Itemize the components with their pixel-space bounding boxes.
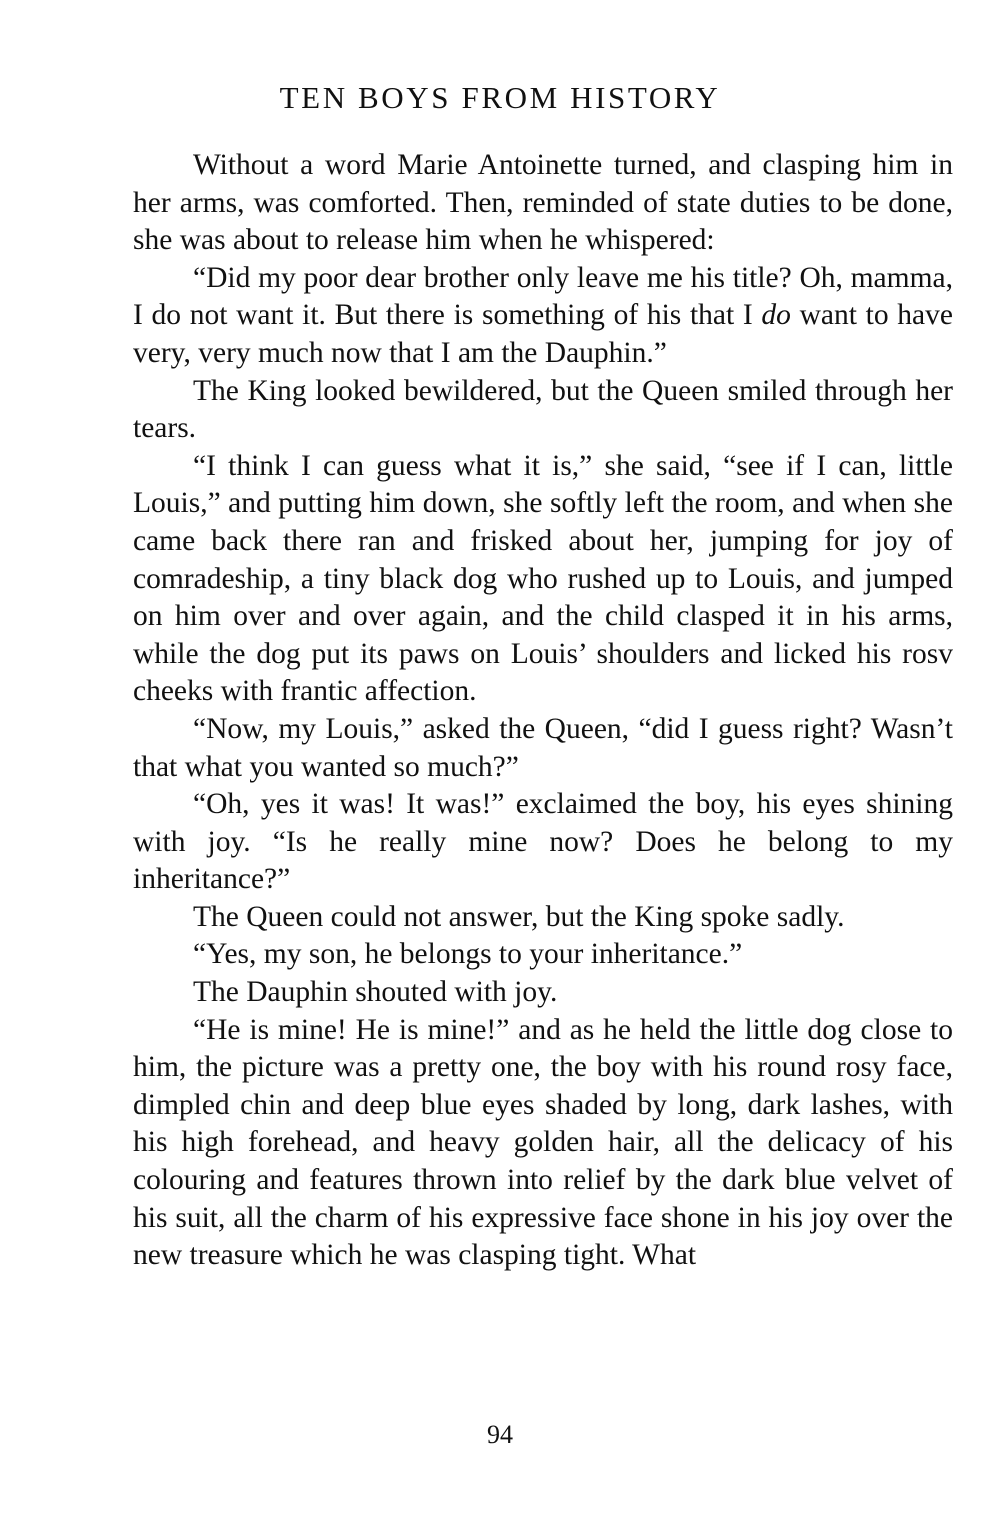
paragraph-4: “I think I can guess what it is,” she said, “see if I can, little Louis,” and putting him down, she softly left the room, and when she came back there ran and frisked about her, jumping for joy of comradeship, a tiny black dog who rushed up to Louis, and jumped on him over and over again, and the child clasped it in his arms, while the dog put its paws on Louis’ shoulders and licked his rosv cheeks with frantic affection. (133, 449, 953, 708)
running-head: TEN BOYS FROM HISTORY (279, 80, 721, 115)
paragraph-2-part-2: want to have very, very much now that I am the Dauphin.” (133, 299, 953, 369)
paragraph-8: “Yes, my son, he belongs to your inheritance.” (193, 938, 743, 971)
paragraph-6: “Oh, yes it was! It was!” exclaimed the boy, his eyes shining with joy. “Is he really mine now? Does he belong to my inheritance?” (133, 788, 953, 896)
paragraph-7: The Queen could not answer, but the King spoke sadly. (193, 900, 845, 933)
paragraph-10: “He is mine! He is mine!” and as he held the little dog close to him, the picture was a pretty one, the boy with his round rosy face, dimpled chin and deep blue eyes shaded by long, dark lashes, with his high forehead, and heavy golden hair, all the delicacy of his colouring and features thrown into relief by the dark blue velvet of his suit, all the charm of his expressive face shone in his joy over the new treasure which he was clasping tight. What (133, 1013, 953, 1272)
paragraph-1: Without a word Marie Antoinette turned, and clasping him in her arms, was comforted. Then, reminded of state duties to be done, she was about to release him when he whispered: (133, 149, 953, 257)
paragraph-2-emphasis: do (761, 299, 791, 332)
paragraph-2-part-1: “Did my poor dear brother only leave me his title? Oh, mamma, I do not want it. But there is something of his that I (133, 261, 953, 332)
paragraph-9: The Dauphin shouted with joy. (193, 976, 558, 1009)
paragraph-2 (133, 260, 953, 373)
paragraph-5: “Now, my Louis,” asked the Queen, “did I guess right? Wasn’t that what you wanted so much?” (133, 712, 953, 783)
body-text (133, 147, 953, 1275)
page-number: 94 (487, 1420, 513, 1449)
paragraph-3: The King looked bewildered, but the Queen smiled through her tears. (133, 374, 953, 445)
